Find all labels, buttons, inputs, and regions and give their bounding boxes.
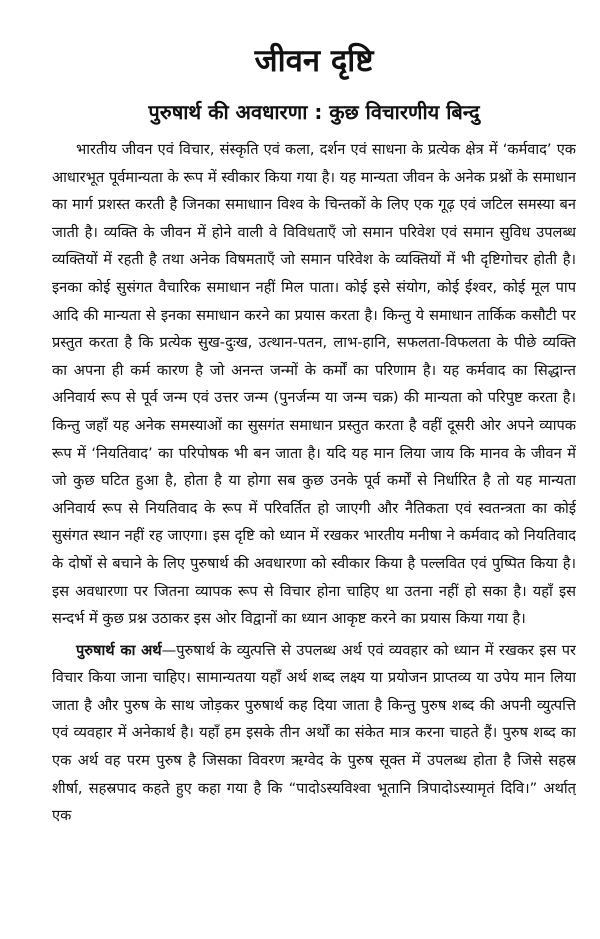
- paragraph-karmavad: [52, 136, 576, 633]
- paragraph-text: भारतीय जीवन एवं विचार, संस्कृति एवं कला, दर्शन एवं साधना के प्रत्येक क्षेत्र में ‘कर्मवाद’ एक आधारभूत पूर्वमान्यता के रूप में स्वीकार किया गया है। यह मान्यता जीवन के अनेक प्रश्नों के समाधान का मार्ग प्रशस्त करती है जिनका समाधाान विश्व के चिन्तकों के लिए एक गूढ़ एवं जटिल समस्या बन जाती है। व्यक्ति के जीवन में होने वाली वे विविधताएँ जो समान परिवेश एवं समान सुविध उपलब्ध व्यक्तियों में रहती है तथा अनेक विषमताएँ जो समान परिवेश के व्यक्तियों में भी दृष्टिगोचर होती है। इनका कोई सुसंगत वैचारिक समाधान नहीं मिल पाता। कोई इसे संयोग, कोई ईश्वर, कोई मूल पाप आदि की मान्यता से इनका समाधान करने का प्रयास करता है। किन्तु ये समाधान तार्किक कसौटी पर प्रस्तुत करता है कि प्रत्येक सुख-दुःख, उत्थान-पतन, लाभ-हानि, सफलता-विफलता के पीछे व्यक्ति का अपना ही कर्म कारण है जो अनन्त जन्मों के कर्मों का परिणाम है। यह कर्मवाद का सिद्धान्त अनिवार्य रूप से पूर्व जन्म एवं उत्तर जन्म (पुनर्जन्म या जन्म चक्र) की मान्यता को परिपुष्ट करता है। किन्तु जहाँ यह अनेक समस्याओं का सुसगंत समाधान प्रस्तुत करता है वहीं दूसरी ओर अपने व्यापक रूप में ‘नियतिवाद’ का परिपोषक भी बन जाता है। यदि यह मान लिया जाय कि मानव के जीवन में जो कुछ घटित हुआ है, होता है या होगा सब कुछ उनके पूर्व कर्मों से निर्धारित है तो यह मान्यता अनिवार्य रूप से नियतिवाद के रूप में परिवर्तित हो जाएगी और नैतिकता एवं स्वतन्त्रता का कोई सुसंगत स्थान नहीं रह जाएगा। इस दृष्टि को ध्यान में रखकर भारतीय मनीषा ने कर्मवाद को नियतिवाद के दोषों से बचाने के लिए पुरुषार्थ की अवधारणा को स्वीकार किया है पल्लवित एवं पुष्पित किया है। इस अवधारणा पर जितना व्यापक रूप से विचार होना चाहिए था उतना नहीं हो सका है। यहाँ इस सन्दर्भ में कुछ प्रश्न उठाकर इस ओर विद्वानों का ध्यान आकृष्ट करने का प्रयास किया गया है।: [52, 141, 576, 628]
- document-page: [52, 40, 576, 920]
- section-heading: पुरुषार्थ की अवधारणा : कुछ विचारणीय बिन्दु: [148, 100, 480, 124]
- paragraph-lead-heading: पुरुषार्थ का अर्थ: [76, 641, 162, 659]
- paragraph-purusharth-meaning: [52, 637, 576, 830]
- paragraph-text: —पुरुषार्थ के व्युत्पत्ति से उपलब्ध अर्थ एवं व्यवहार को ध्यान में रखकर इस पर विचार किया जाना चाहिए। सामान्यतया यहाँ अर्थ शब्द लक्ष्य या प्रयोजन प्राप्तव्य या उपेय मान लिया जाता है और पुरुष के साथ जोड़कर पुरुषार्थ कह दिया जाता है किन्तु पुरुष शब्द की अपनी व्युत्पत्ति एवं व्यवहार में अनेकार्थ है। यहाँ हम इसके तीन अर्थों का संकेत मात्र करना चाहते हैं। पुरुष शब्द का एक अर्थ वह परम पुरुष है जिसका विवरण ऋग्वेद के पुरुष सूक्त में उपलब्ध होता है जिसे सहस्र शीर्षा, सहस्रपाद कहते हुए कहा गया है कि “पादोऽस्यविश्वा भूतानि त्रिपादोऽस्यामृतं दिवि।” अर्थात् एक: [52, 641, 576, 825]
- page-title: जीवन दृष्टि: [254, 43, 374, 79]
